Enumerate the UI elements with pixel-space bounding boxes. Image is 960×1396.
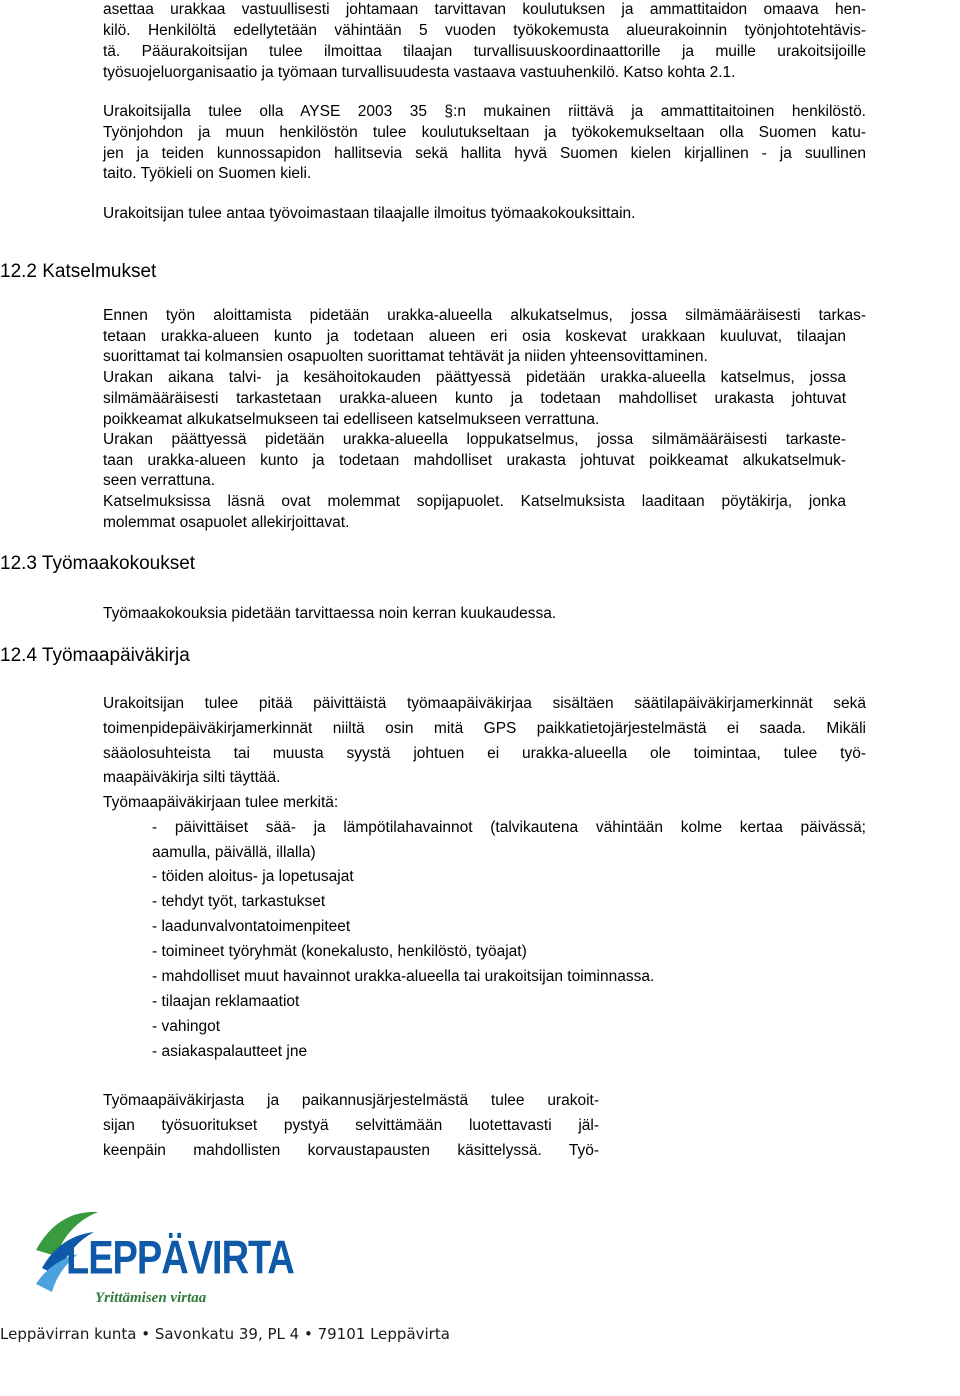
list-item: aamulla, päivällä, illalla) [152, 844, 316, 861]
text-line: Urakoitsijalla tulee olla AYSE 2003 35 §:n mukainen riittävä ja ammattitaitoinen henkilöstö. [103, 103, 866, 120]
list-item: - toimineet työryhmät (konekalusto, henkilöstö, työajat) [152, 943, 527, 960]
text-line: tetaan urakka-alueen kunto ja todetaan alueen eri osia koskevat urakkaan kuuluvat, tilaajan [103, 328, 846, 345]
text-line: tä. Pääurakoitsijan tulee ilmoittaa tilaajan turvallisuuskoordinaattorille ja muille urakoitsijoille [103, 43, 866, 60]
list-item: - päivittäiset sää- ja lämpötilahavainnot (talvikautena vähintään kolme kertaa päivässä; [152, 819, 866, 836]
list-item: - asiakaspalautteet jne [152, 1043, 308, 1060]
list-item: - vahingot [152, 1018, 221, 1035]
logo-tagline: Yrittämisen virtaa [95, 1290, 207, 1306]
text-line: silmämääräisesti tarkastetaan urakka-alueen kunto ja todetaan mahdolliset urakasta johtuvat [103, 390, 846, 407]
text-line: työsuojeluorganisaatio ja työmaan turvallisuudesta vastaava vastuuhenkilö. Katso kohta 2.1. [103, 64, 736, 81]
list-item: - tilaajan reklamaatiot [152, 993, 300, 1010]
text-line: taito. Työkieli on Suomen kieli. [103, 165, 312, 182]
text-line: kilö. Henkilöltä edellytetään vähintään 5 vuoden työkokemusta alueurakoinnin työnjohtotehtävis- [103, 22, 866, 39]
footer-address: Leppävirran kunta • Savonkatu 39, PL 4 • 79101 Leppävirta [0, 1325, 450, 1343]
section-heading-tyomaapaivakirja: 12.4 Työmaapäiväkirja [0, 645, 190, 666]
text-line: Työnjohdon ja muun henkilöstön tulee koulutukseltaan ja työkokemukseltaan olla Suomen katu- [103, 124, 866, 141]
text-line: Urakan aikana talvi- ja kesähoitokauden päättyessä pidetään urakka-alueella katselmus, jossa [103, 369, 846, 386]
text-line: sääolosuhteista tai muusta syystä johtuen ei urakka-alueella ole toimintaa, tulee työ- [103, 745, 866, 762]
text-line: keenpäin mahdollisten korvaustapausten käsittelyssä. Työ- [103, 1142, 599, 1159]
text-line: seen verrattuna. [103, 472, 216, 489]
text-line: Katselmuksissa läsnä ovat molemmat sopijapuolet. Katselmuksista laaditaan pöytäkirja, jonka [103, 493, 846, 510]
text-line: Työmaapäiväkirjaan tulee merkitä: [103, 794, 339, 811]
text-line: jen ja teiden kunnossapidon hallitsevia sekä hallita hyvä Suomen kielen kirjallinen - ja suullinen [103, 145, 866, 162]
tyomaakokoukset-text: Työmaakokouksia pidetään tarvittaessa noin kerran kuukaudessa. [103, 605, 557, 622]
list-item: - mahdolliset muut havainnot urakka-alueella tai urakoitsijan toiminnassa. [152, 968, 655, 985]
text-line: sijan työsuoritukset pystyä selvittämään luotettavasti jäl- [103, 1117, 599, 1134]
list-item: - laadunvalvontatoimenpiteet [152, 918, 351, 935]
section-heading-tyomaakokoukset: 12.3 Työmaakokoukset [0, 553, 196, 574]
list-item: - töiden aloitus- ja lopetusajat [152, 868, 354, 885]
text-line: suorittamat tai kolmansien osapuolten suorittamat tehtävät ja niiden yhteensovittaminen. [103, 348, 708, 365]
text-line: toimenpidepäiväkirjamerkinnät niiltä osin mitä GPS paikkatietojärjestelmästä ei saada. Mikäli [103, 720, 866, 737]
text-line: Urakan päättyessä pidetään urakka-alueella loppukatselmus, jossa silmämääräisesti tarkaste- [103, 431, 846, 448]
text-line: Urakoitsijan tulee antaa työvoimastaan tilaajalle ilmoitus työmaakokouksittain. [103, 205, 636, 222]
text-line: maapäiväkirja silti täyttää. [103, 769, 281, 786]
list-item: - tehdyt työt, tarkastukset [152, 893, 326, 910]
section-heading-katselmukset: 12.2 Katselmukset [0, 261, 157, 282]
logo-wordmark: LEPPÄVIRTA [66, 1232, 294, 1285]
text-line: poikkeamat alkukatselmukseen tai edelliseen katselmukseen verrattuna. [103, 411, 600, 428]
text-line: taan urakka-alueen kunto ja todetaan mahdolliset urakasta johtuvat poikkeamat alkukatselmuk- [103, 452, 846, 469]
text-line: Työmaapäiväkirjasta ja paikannusjärjestelmästä tulee urakoit- [103, 1092, 599, 1109]
text-line: asettaa urakkaa vastuullisesti johtamaan tarvittavan koulutuksen ja ammattitaidon omaava hen- [103, 1, 866, 18]
text-line: molemmat osapuolet allekirjoittavat. [103, 514, 350, 531]
text-line: Urakoitsijan tulee pitää päivittäistä työmaapäiväkirjaa sisältäen säätilapäiväkirjamerkinnät sekä [103, 695, 866, 712]
text-line: Ennen työn aloittamista pidetään urakka-alueella alkukatselmus, jossa silmämääräisesti tarkas- [103, 307, 866, 324]
